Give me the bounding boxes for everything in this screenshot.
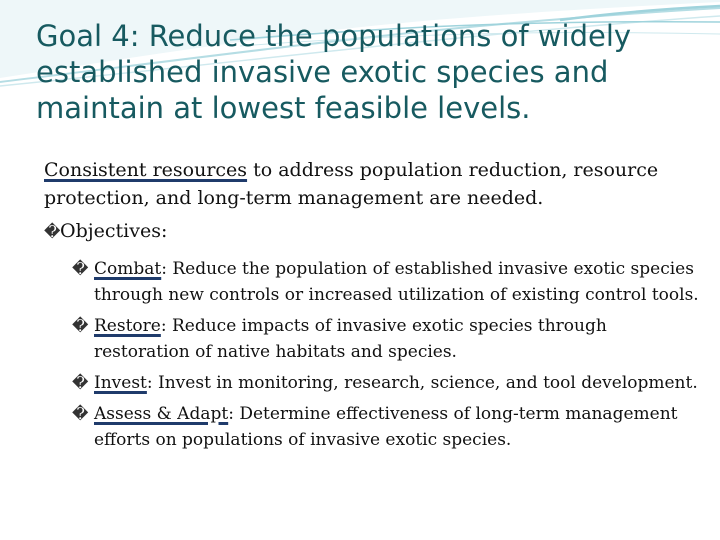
- objectives-list: [44, 256, 704, 453]
- intro-text: to address population reduction, resource protection, and long-term management are needed.: [44, 159, 659, 209]
- objective-item-invest: [44, 370, 704, 396]
- bullet-icon: �: [72, 259, 89, 278]
- objective-term: Assess & Adapt: [94, 404, 229, 424]
- objective-term: Invest: [94, 373, 147, 393]
- objective-term: Restore: [94, 316, 161, 336]
- objective-item-restore: [44, 313, 704, 365]
- bullet-icon: �: [44, 222, 61, 241]
- objective-desc: : Invest in monitoring, research, science, and tool development.: [146, 373, 698, 393]
- objective-desc: : Reduce the population of established invasive exotic species through new controls or increased utilization of existing control tools.: [94, 259, 699, 305]
- objective-item-assess-adapt: [44, 401, 704, 453]
- objective-item-combat: [44, 256, 704, 308]
- objectives-heading: [44, 217, 704, 246]
- intro-emphasis: Consistent resources: [44, 159, 248, 181]
- objective-term: Combat: [94, 259, 162, 279]
- intro-paragraph: [44, 156, 704, 212]
- objectives-heading-label: Objectives:: [60, 220, 168, 242]
- objective-desc: : Reduce impacts of invasive exotic species through restoration of native habitats and species.: [94, 316, 607, 362]
- bullet-icon: �: [72, 373, 89, 392]
- slide-title: Goal 4: Reduce the populations of widely established invasive exotic species and maintain at lowest feasible levels.: [36, 19, 632, 125]
- bullet-icon: �: [72, 404, 89, 423]
- bullet-icon: �: [72, 316, 89, 335]
- objective-desc: : Determine effectiveness of long-term management efforts on populations of invasive exotic species.: [94, 404, 678, 450]
- slide-body: [44, 156, 704, 458]
